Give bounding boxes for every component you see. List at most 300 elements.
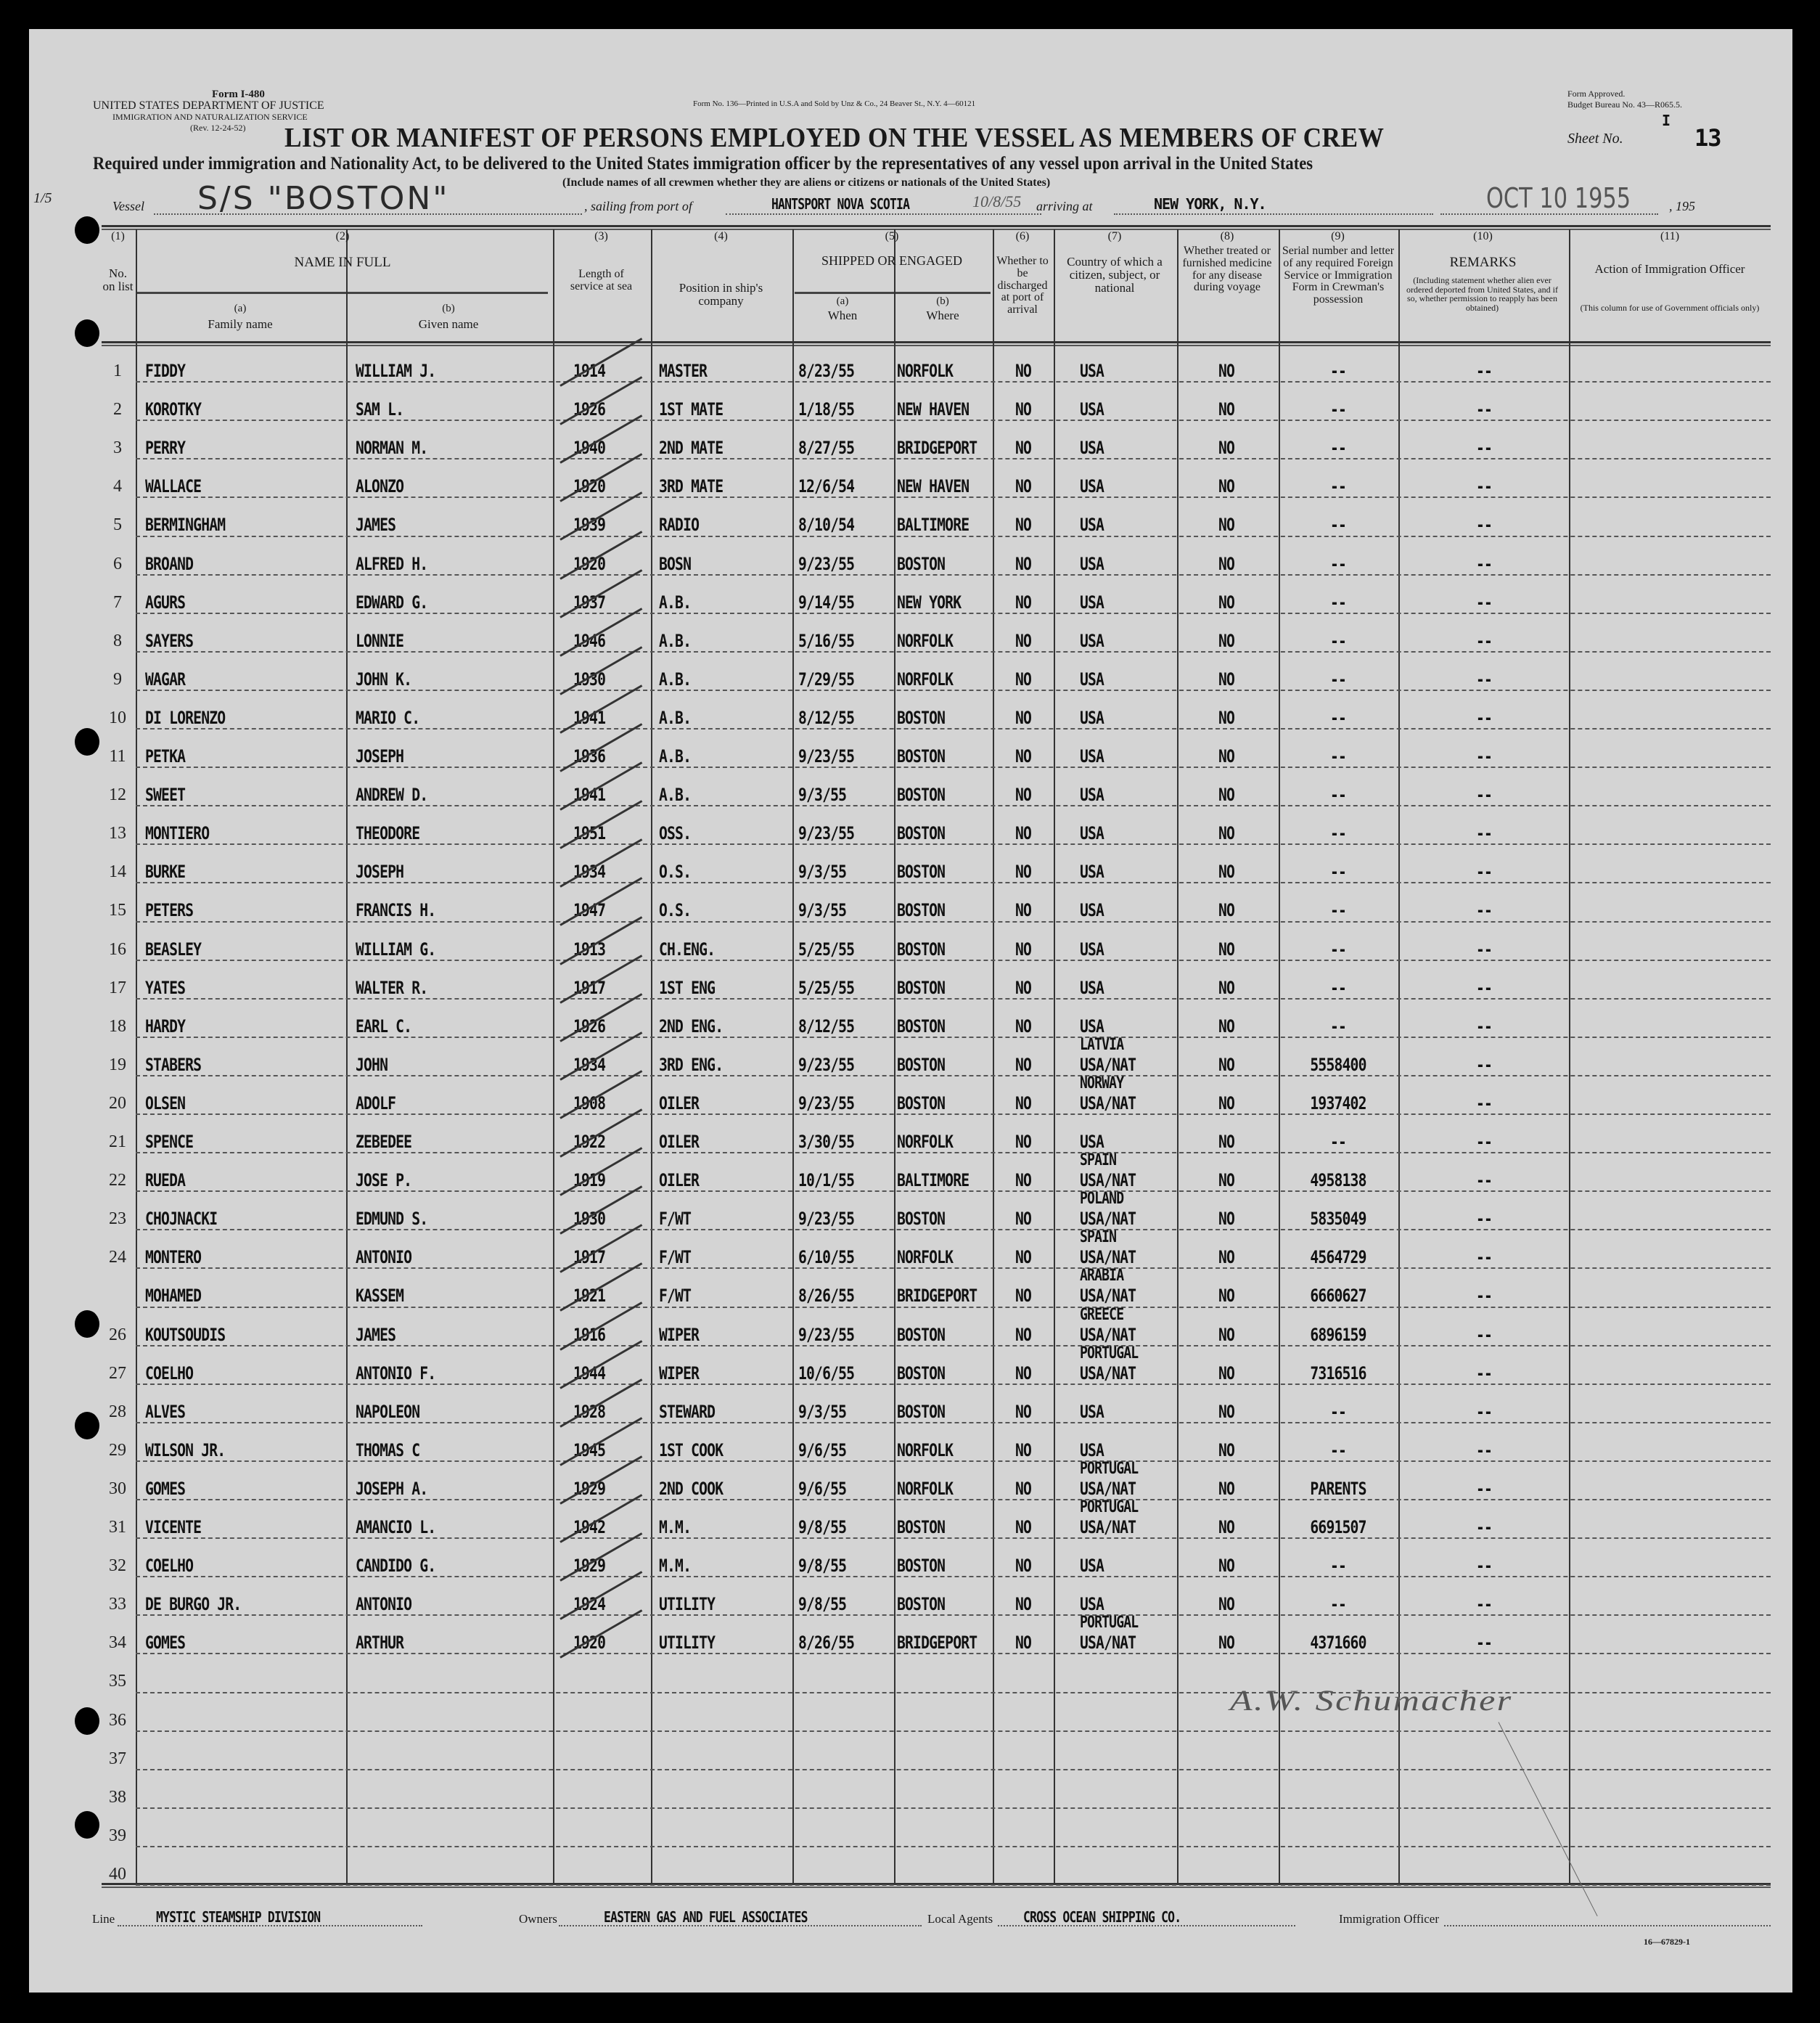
cell-family: PETKA: [145, 746, 186, 767]
col-11-num: (11): [1660, 230, 1680, 242]
col-2b-header: Given name: [418, 317, 479, 331]
cell-when: 3/30/55: [798, 1132, 855, 1152]
column-divider: [792, 229, 794, 1884]
cell-family: RUEDA: [145, 1170, 186, 1191]
cell-country-of-origin: PORTUGAL: [1080, 1498, 1139, 1516]
cell-discharged: NO: [1014, 438, 1032, 459]
row-number: 33: [109, 1595, 126, 1614]
cell-family: SPENCE: [145, 1132, 194, 1152]
punch-hole: [75, 216, 99, 244]
cell-medicine: NO: [1218, 399, 1235, 420]
cell-family: WALLACE: [145, 476, 202, 497]
row-separator: [136, 381, 1771, 383]
cell-medicine: NO: [1218, 1092, 1235, 1113]
cell-country-of-origin: GREECE: [1080, 1305, 1124, 1324]
cell-position: RADIO: [659, 515, 700, 536]
row-separator: [136, 651, 1771, 653]
col-7-header: Country of which a citizen, subject, or national: [1067, 255, 1163, 295]
cell-country: USA: [1080, 707, 1104, 728]
sheet-superscript: I: [1662, 112, 1671, 129]
owners-value: EASTERN GAS AND FUEL ASSOCIATES: [604, 1908, 808, 1926]
cell-remarks: --: [1475, 1556, 1493, 1577]
col-6-header: Whether to be discharged at port of arrival: [996, 255, 1049, 316]
cell-discharged: NO: [1014, 1286, 1032, 1307]
row-number: 40: [109, 1864, 126, 1884]
include-note: (Include names of all crewmen whether they are aliens or citizens or nationals of the United States): [562, 176, 1051, 189]
cell-given: WALTER R.: [356, 977, 428, 998]
cell-when: 7/29/55: [798, 669, 855, 690]
cell-country: USA/NAT: [1080, 1209, 1136, 1230]
row-number: 36: [109, 1710, 126, 1730]
cell-where: NEW HAVEN: [897, 476, 970, 497]
cell-service: 1944: [573, 1362, 606, 1384]
row-separator: [136, 805, 1771, 806]
cell-when: 9/23/55: [798, 1092, 855, 1113]
row-number: 4: [113, 477, 122, 496]
page-title: LIST OR MANIFEST OF PERSONS EMPLOYED ON THE VESSEL AS MEMBERS OF CREW: [284, 123, 1385, 153]
column-divider: [651, 229, 652, 1884]
cell-discharged: NO: [1014, 515, 1032, 536]
cell-serial: --: [1329, 1594, 1347, 1615]
cell-where: BOSTON: [897, 746, 946, 767]
col-5b-header: Where: [926, 308, 959, 322]
cell-when: 9/23/55: [798, 1054, 855, 1075]
cell-position: O.S.: [659, 862, 692, 883]
row-number: 26: [109, 1325, 126, 1344]
cell-medicine: NO: [1218, 1247, 1235, 1268]
cell-remarks: --: [1475, 1594, 1493, 1615]
column-divider: [894, 229, 895, 1884]
cell-family: BURKE: [145, 862, 186, 883]
cell-when: 9/3/55: [798, 785, 847, 806]
column-divider: [1279, 229, 1280, 1884]
cell-family: COELHO: [145, 1362, 194, 1384]
cell-country: USA: [1080, 785, 1104, 806]
cell-country: USA: [1080, 630, 1104, 651]
form-number: Form I-480: [212, 89, 265, 100]
cell-when: 9/3/55: [798, 900, 847, 921]
row-separator: [136, 998, 1771, 1000]
cell-remarks: --: [1475, 977, 1493, 998]
cell-discharged: NO: [1014, 746, 1032, 767]
row-separator: [136, 1384, 1771, 1385]
cell-country-of-origin: POLAND: [1080, 1190, 1124, 1209]
cell-remarks: --: [1475, 1517, 1493, 1537]
cell-discharged: NO: [1014, 977, 1032, 998]
cell-service: 1930: [573, 1209, 606, 1230]
cell-service: 1942: [573, 1517, 606, 1537]
cell-position: O.S.: [659, 900, 692, 921]
col-2-header: NAME IN FULL: [294, 255, 391, 270]
cell-position: BOSN: [659, 553, 692, 574]
row-number: 18: [109, 1016, 126, 1036]
row-number: 29: [109, 1440, 126, 1460]
cell-service: 1929: [573, 1478, 606, 1499]
cell-country-of-origin: LATVIA: [1080, 1035, 1124, 1054]
cell-position: UTILITY: [659, 1594, 716, 1615]
cell-when: 8/26/55: [798, 1632, 855, 1654]
cell-serial: --: [1329, 438, 1347, 459]
cell-when: 9/3/55: [798, 862, 847, 883]
row-number: 3: [113, 438, 122, 458]
row-separator: [136, 1075, 1771, 1076]
cell-remarks: --: [1475, 515, 1493, 536]
cell-discharged: NO: [1014, 862, 1032, 883]
cell-when: 9/23/55: [798, 553, 855, 574]
cell-where: NORFOLK: [897, 1478, 954, 1499]
cell-serial: --: [1329, 1556, 1347, 1577]
cell-serial: --: [1329, 1439, 1347, 1460]
cell-given: NAPOLEON: [356, 1401, 420, 1422]
col-5a-header: When: [827, 308, 858, 322]
cell-service: 1924: [573, 1594, 606, 1615]
row-separator: [136, 960, 1771, 961]
column-divider: [553, 229, 554, 1884]
cell-medicine: NO: [1218, 785, 1235, 806]
row-separator: [136, 1345, 1771, 1346]
row-separator: [136, 1730, 1771, 1732]
cell-service: 1919: [573, 1170, 606, 1191]
row-separator: [136, 1460, 1771, 1462]
cell-serial: 4371660: [1310, 1632, 1366, 1654]
cell-country: USA: [1080, 1439, 1104, 1460]
cell-remarks: --: [1475, 438, 1493, 459]
row-separator: [136, 1537, 1771, 1539]
cell-service: 1908: [573, 1092, 606, 1113]
cell-when: 9/8/55: [798, 1594, 847, 1615]
cell-position: 2ND COOK: [659, 1478, 724, 1499]
cell-position: A.B.: [659, 746, 692, 767]
cell-service: 1929: [573, 1556, 606, 1577]
punch-hole: [75, 1412, 99, 1439]
cell-where: BOSTON: [897, 823, 946, 844]
cell-where: BOSTON: [897, 1209, 946, 1230]
cell-given: ALFRED H.: [356, 553, 428, 574]
cell-given: THEODORE: [356, 823, 420, 844]
cell-position: A.B.: [659, 630, 692, 651]
cell-discharged: NO: [1014, 399, 1032, 420]
column-divider: [1054, 229, 1055, 1884]
printer-note: Form No. 136—Printed in U.S.A and Sold by Unz & Co., 24 Beaver St., N.Y. 4—60121: [693, 99, 976, 108]
row-number: 30: [109, 1479, 126, 1498]
col-8-num: (8): [1220, 230, 1234, 242]
cell-given: ARTHUR: [356, 1632, 404, 1654]
cell-country: USA: [1080, 553, 1104, 574]
cell-where: BOSTON: [897, 707, 946, 728]
cell-when: 10/1/55: [798, 1170, 855, 1191]
cell-remarks: --: [1475, 1170, 1493, 1191]
sheet-number: 13: [1694, 124, 1721, 152]
cell-serial: --: [1329, 515, 1347, 536]
col-11-header: Action of Immigration Officer: [1594, 262, 1745, 276]
cell-when: 9/6/55: [798, 1439, 847, 1460]
cell-when: 12/6/54: [798, 476, 855, 497]
row-separator: [136, 496, 1771, 498]
cell-service: 1941: [573, 785, 606, 806]
cell-serial: --: [1329, 592, 1347, 613]
cell-service: 1926: [573, 1015, 606, 1037]
cell-country-of-origin: NORWAY: [1080, 1074, 1124, 1092]
col-5-num: (5): [885, 230, 899, 242]
row-number: 6: [113, 554, 122, 573]
form-approved: Form Approved.: [1567, 89, 1626, 99]
cell-where: BRIDGEPORT: [897, 438, 977, 459]
cell-serial: --: [1329, 476, 1347, 497]
service-name: IMMIGRATION AND NATURALIZATION SERVICE: [112, 112, 308, 122]
cell-service: 1913: [573, 939, 606, 960]
cell-medicine: NO: [1218, 361, 1235, 381]
cell-family: CHOJNACKI: [145, 1209, 218, 1230]
cell-family: GOMES: [145, 1632, 186, 1654]
handwritten-date: 10/8/55: [972, 192, 1022, 211]
cell-given: JOSEPH A.: [356, 1478, 428, 1499]
row-separator: [136, 536, 1771, 537]
cell-service: 1922: [573, 1132, 606, 1152]
subtitle: Required under immigration and Nationality Act, to be delivered to the United States immigration officer by the representatives of any vessel upon arrival in the United States: [93, 154, 1313, 173]
cell-medicine: NO: [1218, 707, 1235, 728]
header-bottom-rule: [102, 341, 1771, 346]
cell-remarks: --: [1475, 746, 1493, 767]
cell-country: USA: [1080, 476, 1104, 497]
cell-family: PERRY: [145, 438, 186, 459]
cell-medicine: NO: [1218, 939, 1235, 960]
cell-service: 1920: [573, 553, 606, 574]
cell-position: STEWARD: [659, 1401, 716, 1422]
row-separator: [136, 728, 1771, 729]
col-10-note: (Including statement whether alien ever ordered deported from United States, and if so, whether permission to reapply has been obtained): [1406, 275, 1558, 313]
cell-discharged: NO: [1014, 1247, 1032, 1268]
cell-family: DI LORENZO: [145, 707, 226, 728]
cell-medicine: NO: [1218, 1517, 1235, 1537]
cell-position: A.B.: [659, 669, 692, 690]
row-number: 14: [109, 862, 126, 882]
cell-medicine: NO: [1218, 1324, 1235, 1345]
cell-country-of-origin: ARABIA: [1080, 1267, 1124, 1286]
cell-family: BROAND: [145, 553, 194, 574]
cell-country: USA: [1080, 977, 1104, 998]
cell-position: A.B.: [659, 785, 692, 806]
row-number: 22: [109, 1171, 126, 1190]
col-1-header: No. on list: [102, 266, 134, 293]
cell-where: NEW HAVEN: [897, 399, 970, 420]
cell-where: BRIDGEPORT: [897, 1286, 977, 1307]
cell-given: KASSEM: [356, 1286, 404, 1307]
cell-country: USA/NAT: [1080, 1362, 1136, 1384]
cell-where: NORFOLK: [897, 1439, 954, 1460]
cell-given: EDMUND S.: [356, 1209, 428, 1230]
row-separator: [136, 613, 1771, 614]
cell-position: A.B.: [659, 707, 692, 728]
cell-position: 3RD MATE: [659, 476, 724, 497]
cell-country: USA: [1080, 1132, 1104, 1152]
cell-medicine: NO: [1218, 823, 1235, 844]
cell-position: 2ND MATE: [659, 438, 724, 459]
cell-remarks: --: [1475, 1132, 1493, 1152]
cell-discharged: NO: [1014, 553, 1032, 574]
punch-hole: [75, 1811, 99, 1839]
cell-medicine: NO: [1218, 1132, 1235, 1152]
row-number: 39: [109, 1826, 126, 1845]
row-number: 20: [109, 1093, 126, 1113]
cell-medicine: NO: [1218, 1286, 1235, 1307]
vessel-label: Vessel: [112, 199, 144, 213]
cell-medicine: NO: [1218, 669, 1235, 690]
cell-serial: --: [1329, 1132, 1347, 1152]
col-11-note: (This column for use of Government officials only): [1580, 303, 1760, 313]
row-separator: [136, 1267, 1771, 1269]
cell-serial: --: [1329, 862, 1347, 883]
cell-medicine: NO: [1218, 1401, 1235, 1422]
cell-family: SWEET: [145, 785, 186, 806]
row-number: 19: [109, 1055, 126, 1074]
cell-service: 1941: [573, 707, 606, 728]
officer-signature: A.W. Schumacher: [1230, 1684, 1513, 1717]
cell-discharged: NO: [1014, 1362, 1032, 1384]
cell-discharged: NO: [1014, 1401, 1032, 1422]
cell-where: BALTIMORE: [897, 1170, 970, 1191]
cell-given: NORMAN M.: [356, 438, 428, 459]
row-separator: [136, 458, 1771, 459]
cell-service: 1928: [573, 1401, 606, 1422]
cell-service: 1921: [573, 1286, 606, 1307]
row-separator: [136, 1884, 1771, 1886]
row-separator: [136, 767, 1771, 768]
cell-service: 1920: [573, 1632, 606, 1654]
cell-where: BOSTON: [897, 553, 946, 574]
cell-service: 1920: [573, 476, 606, 497]
cell-when: 8/10/54: [798, 515, 855, 536]
cell-given: EDWARD G.: [356, 592, 428, 613]
cell-remarks: --: [1475, 476, 1493, 497]
cell-medicine: NO: [1218, 1015, 1235, 1037]
cell-family: KOUTSOUDIS: [145, 1324, 226, 1345]
cell-position: CH.ENG.: [659, 939, 716, 960]
cell-remarks: --: [1475, 399, 1493, 420]
cell-serial: 6896159: [1310, 1324, 1366, 1345]
cell-remarks: --: [1475, 862, 1493, 883]
cell-family: MOHAMED: [145, 1286, 202, 1307]
cell-where: BOSTON: [897, 1401, 946, 1422]
row-separator: [136, 1422, 1771, 1423]
cell-position: OSS.: [659, 823, 692, 844]
cell-serial: 4564729: [1310, 1247, 1366, 1268]
cell-position: WIPER: [659, 1362, 700, 1384]
row-number: 28: [109, 1402, 126, 1421]
cell-where: BOSTON: [897, 900, 946, 921]
cell-medicine: NO: [1218, 1556, 1235, 1577]
cell-medicine: NO: [1218, 1439, 1235, 1460]
cell-service: 1930: [573, 669, 606, 690]
cell-where: BOSTON: [897, 1015, 946, 1037]
cell-family: PETERS: [145, 900, 194, 921]
cell-medicine: NO: [1218, 746, 1235, 767]
row-number: 8: [113, 631, 122, 650]
cell-where: BOSTON: [897, 785, 946, 806]
cell-medicine: NO: [1218, 630, 1235, 651]
cell-position: F/WT: [659, 1286, 692, 1307]
cell-when: 9/8/55: [798, 1517, 847, 1537]
cell-where: NORFOLK: [897, 361, 954, 381]
cell-given: ALONZO: [356, 476, 404, 497]
cell-position: OILER: [659, 1170, 700, 1191]
row-number: 15: [109, 901, 126, 920]
cell-when: 10/6/55: [798, 1362, 855, 1384]
cell-position: 2ND ENG.: [659, 1015, 724, 1037]
sailing-port: HANTSPORT NOVA SCOTIA: [771, 195, 910, 213]
cell-family: AGURS: [145, 592, 186, 613]
cell-country-of-origin: PORTUGAL: [1080, 1459, 1139, 1478]
row-number: 10: [109, 708, 126, 727]
cell-where: BALTIMORE: [897, 515, 970, 536]
cell-remarks: --: [1475, 669, 1493, 690]
cell-family: COELHO: [145, 1556, 194, 1577]
cell-family: HARDY: [145, 1015, 186, 1037]
col-7-num: (7): [1107, 230, 1122, 242]
cell-country: USA: [1080, 746, 1104, 767]
cell-given: WILLIAM G.: [356, 939, 436, 960]
cell-when: 8/12/55: [798, 707, 855, 728]
row-number: 38: [109, 1787, 126, 1807]
cell-discharged: NO: [1014, 939, 1032, 960]
cell-given: AMANCIO L.: [356, 1517, 436, 1537]
cell-country: USA: [1080, 399, 1104, 420]
row-separator: [136, 690, 1771, 691]
row-number: 11: [109, 747, 126, 766]
budget-bureau: Budget Bureau No. 43—R065.5.: [1567, 99, 1682, 110]
cell-when: 5/16/55: [798, 630, 855, 651]
arriving-port: NEW YORK, N.Y.: [1154, 195, 1266, 213]
cell-country: USA/NAT: [1080, 1517, 1136, 1537]
cell-position: M.M.: [659, 1556, 692, 1577]
cell-when: 9/14/55: [798, 592, 855, 613]
cell-country: USA: [1080, 669, 1104, 690]
row-number: 37: [109, 1749, 126, 1768]
cell-discharged: NO: [1014, 1170, 1032, 1191]
cell-when: 9/23/55: [798, 823, 855, 844]
cell-serial: --: [1329, 361, 1347, 381]
cell-family: ALVES: [145, 1401, 186, 1422]
row-number: 7: [113, 592, 122, 612]
row-number: 31: [109, 1518, 126, 1537]
officer-label: Immigration Officer: [1339, 1912, 1440, 1926]
handwritten-margin-note: 1/5: [33, 190, 52, 206]
cell-remarks: --: [1475, 1092, 1493, 1113]
cell-remarks: --: [1475, 553, 1493, 574]
cell-where: NEW YORK: [897, 592, 962, 613]
cell-remarks: --: [1475, 1015, 1493, 1037]
cell-country: USA/NAT: [1080, 1632, 1136, 1654]
cell-where: BOSTON: [897, 977, 946, 998]
cell-when: 8/12/55: [798, 1015, 855, 1037]
cell-given: ADOLF: [356, 1092, 396, 1113]
cell-position: MASTER: [659, 361, 708, 381]
cell-when: 9/23/55: [798, 1324, 855, 1345]
cell-serial: 5835049: [1310, 1209, 1366, 1230]
column-divider: [346, 229, 348, 1884]
cell-country: USA: [1080, 862, 1104, 883]
cell-family: MONTIERO: [145, 823, 210, 844]
cell-when: 8/26/55: [798, 1286, 855, 1307]
cell-when: 8/27/55: [798, 438, 855, 459]
cell-where: BOSTON: [897, 1362, 946, 1384]
cell-medicine: NO: [1218, 1632, 1235, 1654]
cell-position: M.M.: [659, 1517, 692, 1537]
row-number: 5: [113, 515, 122, 535]
cell-family: GOMES: [145, 1478, 186, 1499]
cell-where: BOSTON: [897, 1594, 946, 1615]
cell-remarks: --: [1475, 1439, 1493, 1460]
cell-where: BOSTON: [897, 1324, 946, 1345]
